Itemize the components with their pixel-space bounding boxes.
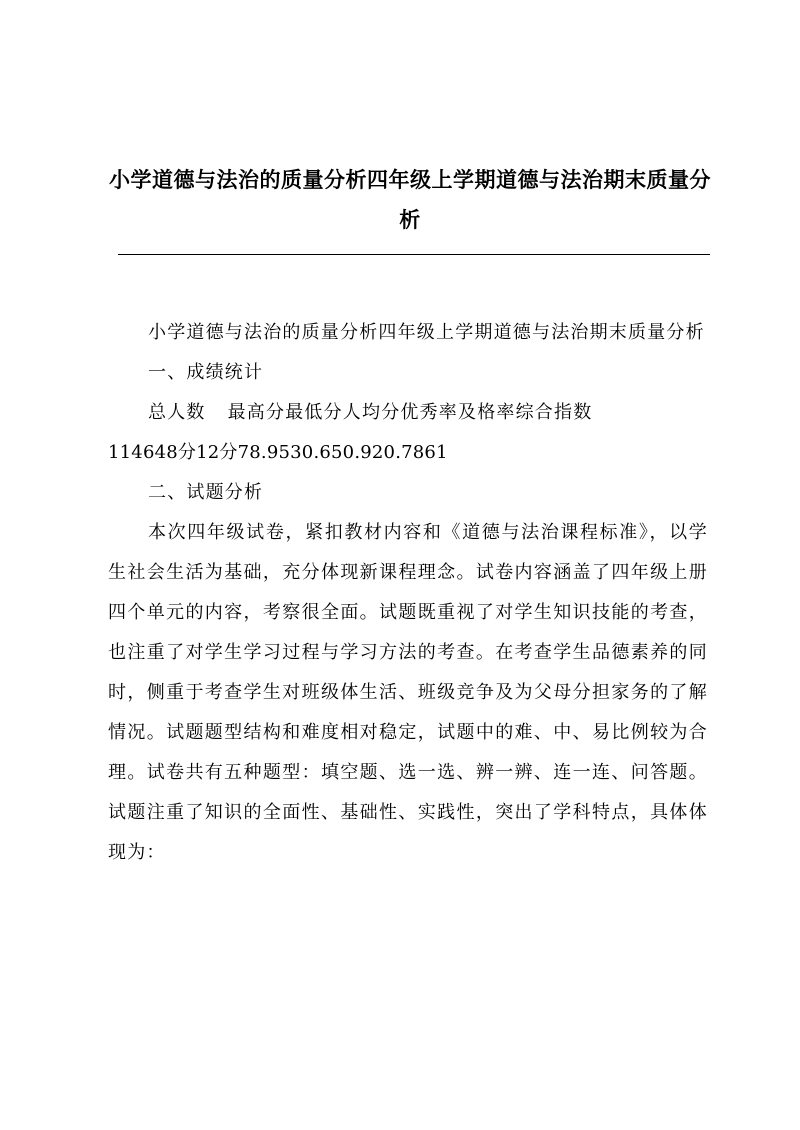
document-body: [108, 313, 708, 873]
analysis-paragraph: 本次四年级试卷，紧扣教材内容和《道德与法治课程标准》，以学生社会生活为基础，充分体现新课程理念。试卷内容涵盖了四年级上册四个单元的内容，考察很全面。试题既重视了对学生知识技能的考查，也注重了对学生学习过程与学习方法的考查。在考查学生品德素养的同时，侧重于考查学生对班级体生活、班级竞争及为父母分担家务的了解情况。试题题型结构和难度相对稳定，试题中的难、中、易比例较为合理。试卷共有五种题型：填空题、选一选、辨一辨、连一连、问答题。试题注重了知识的全面性、基础性、实践性，突出了学科特点，具体体现为：: [108, 522, 708, 863]
stats-header-row: [108, 393, 708, 433]
intro-paragraph: 小学道德与法治的质量分析四年级上学期道德与法治期末质量分析: [148, 322, 705, 343]
stats-header-total: 总人数: [148, 402, 206, 423]
title-divider: [118, 254, 710, 255]
document-title: 小学道德与法治的质量分析四年级上学期道德与法治期末质量分析: [109, 167, 711, 232]
section-heading-score-stats: 一、成绩统计: [148, 362, 264, 383]
stats-values-row: 114648分12分78.9530.650.920.7861: [108, 442, 448, 463]
section-heading-question-analysis: 二、试题分析: [148, 482, 264, 503]
stats-header-columns: 最高分最低分人均分优秀率及格率综合指数: [227, 402, 593, 423]
